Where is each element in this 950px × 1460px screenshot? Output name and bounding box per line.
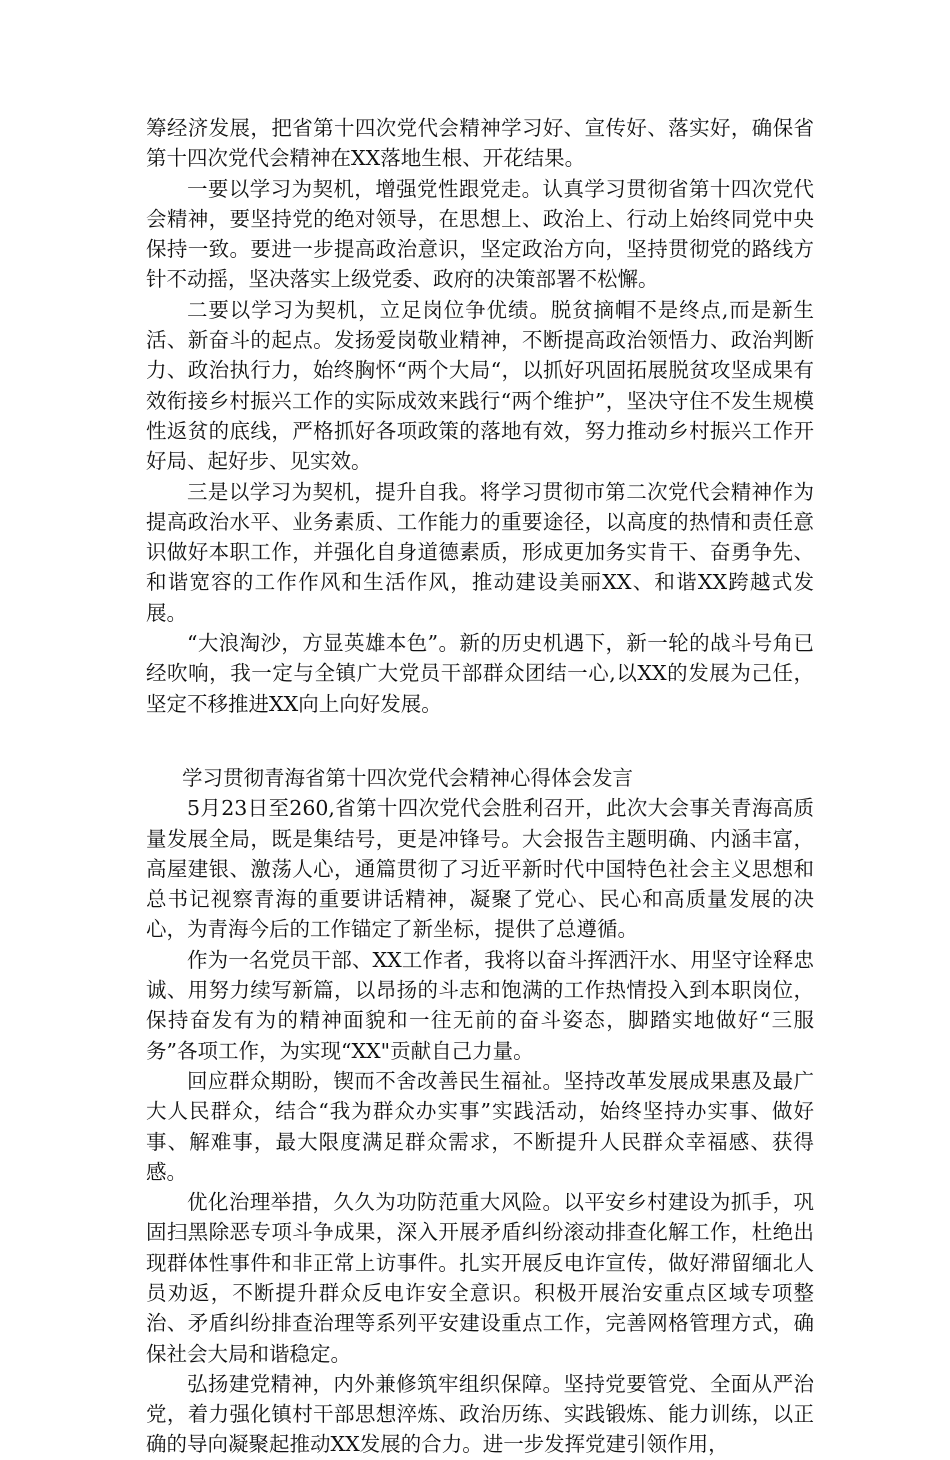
section-spacer	[146, 719, 814, 763]
paragraph-continuation: 筹经济发展，把省第十四次党代会精神学习好、宣传好、落实好，确保省第十四次党代会精神在XX落地生根、开花结果。	[146, 116, 814, 171]
paragraph-intro: 5月23日至260,省第十四次党代会胜利召开，此次大会事关青海高质量发展全局，既是集结号，更是冲锋号。大会报告主题明确、内涵丰富，高屋建银、激荡人心，通篇贯彻了习近平新时代中国特色社会主义思想和总书记视察青海的重要讲话精神，凝聚了党心、民心和高质量发展的决心，为青海今后的工作锚定了新坐标，提供了总遵循。	[146, 796, 814, 942]
paragraph-closing: “大浪淘沙，方显英雄本色”。新的历史机遇下，新一轮的战斗号角已经吹响，我一定与全镇广大党员干部群众团结一心,以XX的发展为己任，坚定不移推进XX向上向好发展。	[146, 631, 814, 716]
paragraph-point-two: 二要以学习为契机，立足岗位争优绩。脱贫摘帽不是终点,而是新生活、新奋斗的起点。发扬爱岗敬业精神，不断提高政治领悟力、政治判断力、政治执行力，始终胸怀“两个大局“，以抓好巩固拓展脱贫攻坚成果有效衔接乡村振兴工作的实际成效来践行“两个维护”，坚决守住不发生规模性返贫的底线，严格抓好各项政策的落地有效，努力推动乡村振兴工作开好局、起好步、见实效。	[146, 297, 814, 474]
paragraph-commitment: 作为一名党员干部、XX工作者，我将以奋斗挥洒汗水、用坚守诠释忠诚、用努力续写新篇，以昂扬的斗志和饱满的工作热情投入到本职岗位，保持奋发有为的精神面貌和一往无前的奋斗姿态，脚踏实地做好“三服务”各项工作，为实现“XX"贡献自己力量。	[146, 947, 814, 1063]
paragraph-point-three: 三是以学习为契机，提升自我。将学习贯彻市第二次党代会精神作为提高政治水平、业务素质、工作能力的重要途径，以高度的热情和责任意识做好本职工作，并强化自身道德素质，形成更加务实肯干、奋勇争先、和谐宽容的工作作风和生活作风，推动建设美丽XX、和谐XX跨越式发展。	[146, 479, 814, 625]
section-title: 学习贯彻青海省第十四次党代会精神心得体会发言	[182, 765, 633, 790]
paragraph-governance: 优化治理举措，久久为功防范重大风险。以平安乡村建设为抓手，巩固扫黑除恶专项斗争成果，深入开展矛盾纠纷滚动排查化解工作，杜绝出现群体性事件和非正常上访事件。扎实开展反电诈宣传，做好滞留缅北人员劝返，不断提升群众反电诈安全意识。积极开展治安重点区域专项整治、矛盾纠纷排查治理等系列平安建设重点工作，完善网格管理方式，确保社会大局和谐稳定。	[146, 1190, 814, 1366]
paragraph-point-one: 一要以学习为契机，增强党性跟党走。认真学习贯彻省第十四次党代会精神，要坚持党的绝对领导，在思想上、政治上、行动上始终同党中央保持一致。要进一步提高政治意识，坚定政治方向，坚持贯彻党的路线方针不动摇，坚决落实上级党委、政府的决策部署不松懈。	[146, 176, 814, 292]
paragraph-livelihood: 回应群众期盼，锲而不舍改善民生福祉。坚持改革发展成果惠及最广大人民群众，结合“我为群众办实事”实践活动，始终坚持办实事、做好事、解难事，最大限度满足群众需求，不断提升人民群众幸福感、获得感。	[146, 1068, 814, 1184]
document-body	[146, 113, 814, 1460]
paragraph-party-building: 弘扬建党精神，内外兼修筑牢组织保障。坚持党要管党、全面从严治党，着力强化镇村干部思想淬炼、政治历练、实践锻炼、能力训练，以正确的导向凝聚起推动XX发展的合力。进一步发挥党建引领作用，	[146, 1371, 814, 1457]
